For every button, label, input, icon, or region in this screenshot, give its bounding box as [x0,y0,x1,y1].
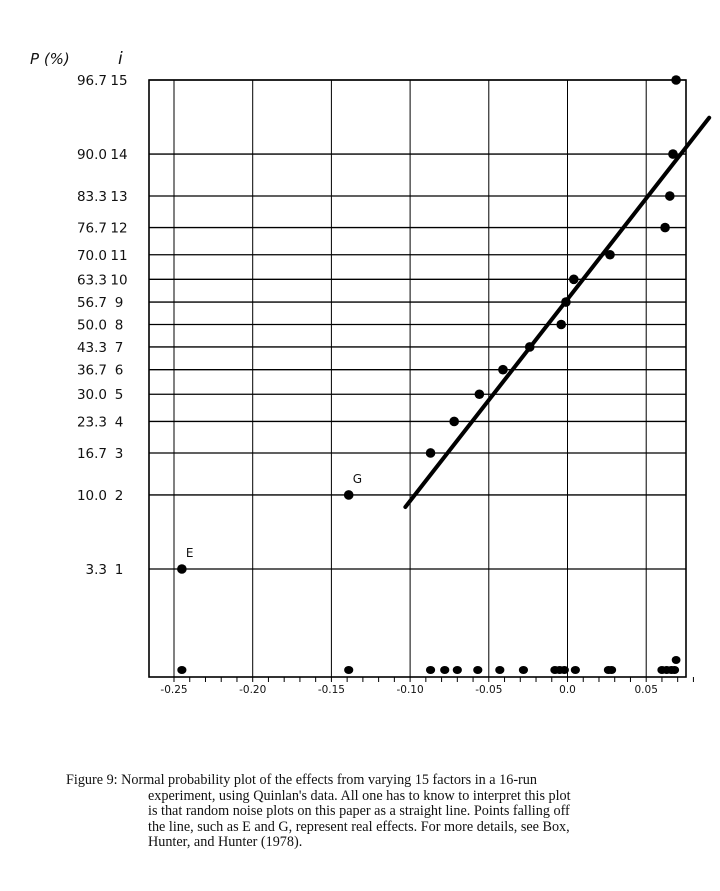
x-tick-label: 0.0 [559,684,576,696]
p-percent-label: 76.7 [76,220,107,237]
data-point [605,250,615,260]
caption-line: the line, such as E and G, represent real effects. For more details, see Box, [148,818,570,835]
p-percent-label: 3.3 [85,562,107,578]
data-point [671,75,681,85]
rug-point [495,666,504,674]
rank-i-label: 12 [110,220,128,237]
p-column-header: P (%) [30,50,70,68]
plot-grid [149,80,693,682]
rug-point [453,666,462,674]
rug-point [473,666,482,674]
p-percent-label: 83.3 [76,189,107,206]
p-percent-label: 36.7 [76,362,107,379]
point-annotation: E [185,546,194,560]
x-tick-label: 0.05 [634,684,658,696]
rank-i-label: 9 [114,295,124,312]
rank-i-label: 2 [114,487,124,504]
i-column-header: i [118,49,123,69]
data-point [498,365,508,375]
rank-i-label: 4 [114,414,124,431]
fit-line [405,118,709,507]
x-tick-label: -0.15 [317,684,345,696]
point-annotation: G [352,471,363,486]
caption-line: experiment, using Quinlan's data. All one has to know to interpret this plot [148,787,571,804]
rug-point [177,666,186,674]
rug-point [672,656,681,664]
rank-i-label: 11 [110,247,128,264]
data-point [556,320,566,330]
data-point [177,564,187,574]
rank-i-label: 10 [110,272,128,289]
data-point [449,417,459,427]
rug-point [426,666,435,674]
rug-point [670,666,679,674]
rug-point [571,666,580,674]
rank-i-label: 14 [110,147,128,164]
rank-i-label: 5 [114,387,124,404]
plot-frame [149,80,686,677]
p-percent-label: 96.7 [76,73,107,89]
x-tick-label: -0.10 [396,684,424,696]
p-percent-label: 10.0 [76,487,107,504]
rug-point [344,666,353,674]
axis-labels [30,49,658,696]
data-point [665,191,675,201]
p-percent-label: 43.3 [76,339,107,356]
data-point [561,297,571,307]
caption-lead: Figure 9: Normal probability plot of the effects from varying 15 factors in a 16-run [66,772,537,788]
data-point [569,275,579,285]
data-point [426,448,436,458]
x-tick-label: -0.20 [239,684,267,696]
rank-i-label: 6 [114,362,124,379]
rank-i-label: 1 [114,562,124,578]
rank-i-label: 15 [110,73,128,89]
figure-caption [66,773,696,851]
p-percent-label: 90.0 [76,147,107,164]
rug-point [519,666,528,674]
p-percent-label: 56.7 [76,295,107,312]
p-percent-label: 30.0 [76,387,107,404]
rug-point [560,666,569,674]
p-percent-label: 70.0 [76,247,107,264]
p-percent-label: 16.7 [76,445,107,462]
p-percent-label: 23.3 [76,414,107,431]
rank-i-label: 3 [114,445,124,462]
data-point [344,490,354,500]
x-tick-label: -0.25 [160,684,188,696]
rank-i-label: 8 [114,317,124,334]
caption-line: is that random noise plots on this paper as a straight line. Points falling off [148,803,570,820]
rug-point [440,666,449,674]
data-point [475,389,485,399]
fit-line-group [405,118,709,507]
data-point [660,223,670,233]
caption-line: Hunter, and Hunter (1978). [148,834,303,851]
rank-i-label: 7 [114,339,124,356]
data-point [668,149,678,159]
p-percent-label: 63.3 [76,272,107,289]
p-percent-label: 50.0 [76,317,107,334]
x-tick-label: -0.05 [475,684,503,696]
rug-point [607,666,616,674]
data-point [525,342,535,352]
rank-i-label: 13 [110,189,128,206]
